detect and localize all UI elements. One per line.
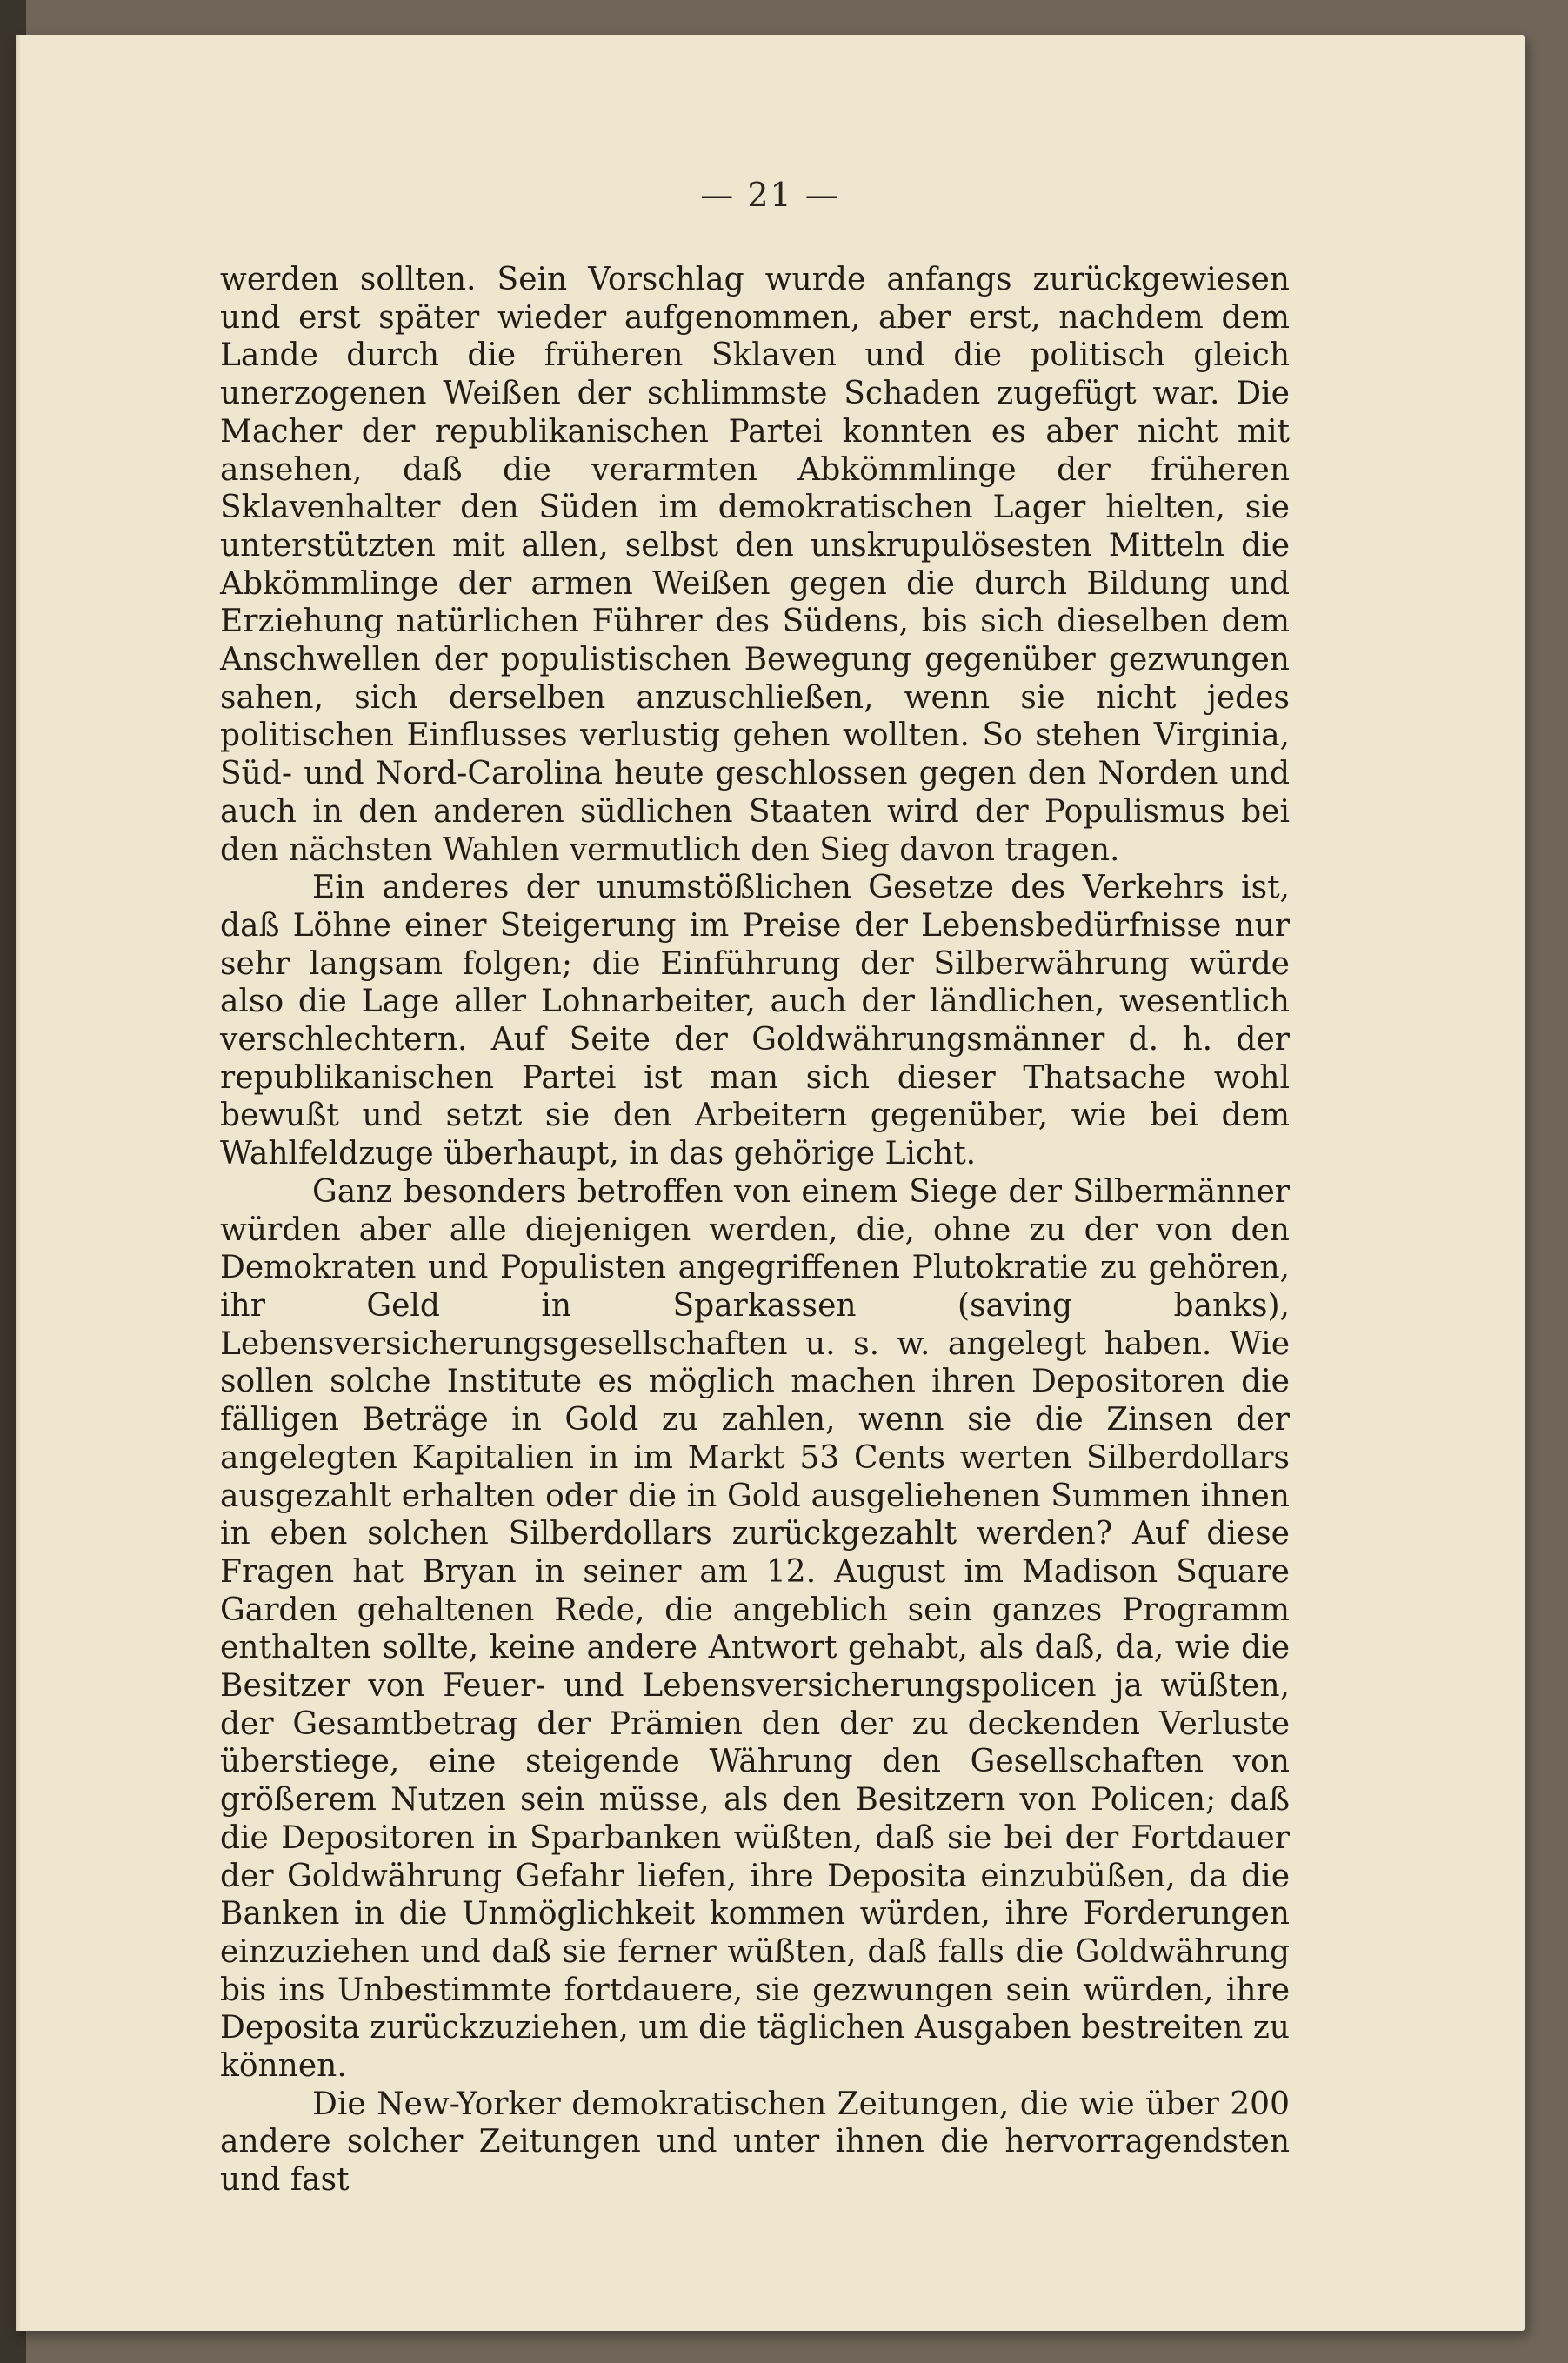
paragraph-3: Ganz besonders betroffen von einem Siege der Silbermänner würden aber alle diejenigen werden, die, ohne zu der von den Demokraten und Populisten angegriffenen Plutokratie zu gehören, ihr Geld in Sparkassen (saving banks), Lebensversicherungsgesellschaften u. s. w. angelegt haben. Wie sollen solche Institute es möglich machen ihren Depositoren die fälligen Beträge in Gold zu zahlen, wenn sie die Zinsen der angelegten Kapitalien in im Markt 53 Cents werten Silberdollars ausgezahlt erhalten oder die in Gold ausgeliehenen Summen ihnen in eben solchen Silberdollars zurückgezahlt werden? Auf diese Fragen hat Bryan in seiner am 12. August im Madison Square Garden gehaltenen Rede, die angeblich sein ganzes Programm enthalten sollte, keine andere Antwort gehabt, als daß, da, wie die Besitzer von Feuer- und Lebensversicherungspolicen ja wüßten, der Gesamtbetrag der Prämien den der zu deckenden Verluste überstiege, eine steigende Währung den Gesellschaften von größerem Nutzen sein müsse, als den Besitzern von Policen; daß die Depositoren in Sparbanken wüßten, daß sie bei der Fortdauer der Goldwährung Gefahr liefen, ihre Deposita einzubüßen, da die Banken in die Unmöglichkeit kommen würden, ihre Forderungen einzuziehen und daß sie ferner wüßten, daß falls die Goldwährung bis ins Unbestimmte fortdauere, sie gezwungen sein würden, ihre Deposita zurückzuziehen, um die täglichen Ausgaben bestreiten zu können. (220, 1173, 1290, 2085)
paragraph-1: werden sollten. Sein Vorschlag wurde anfangs zurückgewiesen und erst später wieder aufgenommen, aber erst, nachdem dem Lande durch die früheren Sklaven und die politisch gleich unerzogenen Weißen der schlimmste Schaden zugefügt war. Die Macher der republikanischen Partei konnten es aber nicht mit ansehen, daß die verarmten Abkömmlinge der früheren Sklavenhalter den Süden im demokratischen Lager hielten, sie unterstützten mit allen, selbst den unskrupulösesten Mitteln die Abkömmlinge der armen Weißen gegen die durch Bildung und Erziehung natürlichen Führer des Südens, bis sich dieselben dem Anschwellen der populistischen Bewegung gegenüber gezwungen sahen, sich derselben anzuschließen, wenn sie nicht jedes politischen Einflusses verlustig gehen wollten. So stehen Virginia, Süd- und Nord-Carolina heute geschlossen gegen den Norden und auch in den anderen südlichen Staaten wird der Populismus bei den nächsten Wahlen vermutlich den Sieg davon tragen. (220, 262, 1290, 868)
page-gutter-edge (16, 35, 21, 2331)
body-text (220, 261, 1290, 2199)
book-page (16, 35, 1525, 2331)
paragraph-4: Die New-Yorker demokratischen Zeitungen, die wie über 200 andere solcher Zeitungen und unter ihnen die hervorragendsten und fast (220, 2086, 1290, 2199)
paragraph-2: Ein anderes der unumstößlichen Gesetze des Verkehrs ist, daß Löhne einer Steigerung im Preise der Lebensbedürfnisse nur sehr langsam folgen; die Einführung der Silberwährung würde also die Lage aller Lohnarbeiter, auch der ländlichen, wesentlich verschlechtern. Auf Seite der Goldwährungsmänner d. h. der republikanischen Partei ist man sich dieser Thatsache wohl bewußt und setzt sie den Arbeitern gegenüber, wie bei dem Wahlfeldzuge überhaupt, in das gehörige Licht. (220, 870, 1290, 1172)
page-number: — 21 — (700, 176, 840, 214)
